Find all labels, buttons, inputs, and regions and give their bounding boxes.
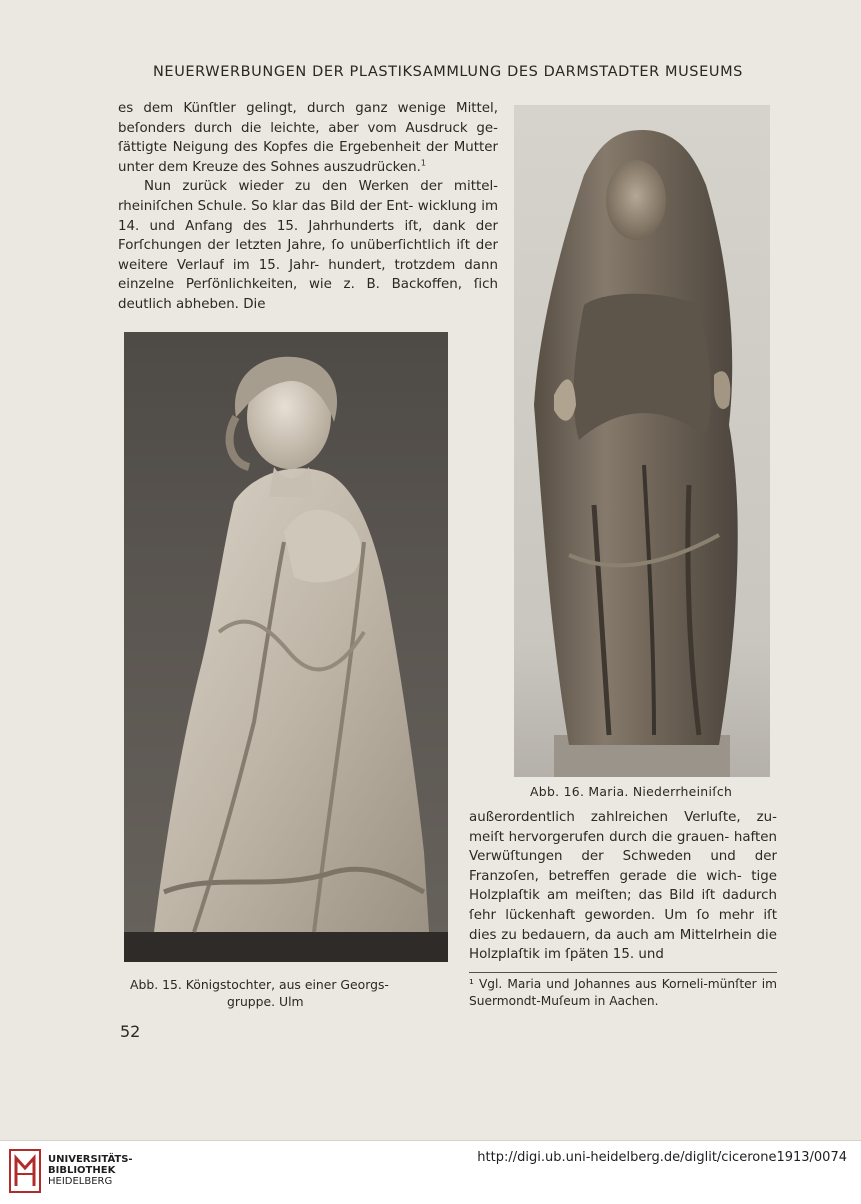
library-name-line: BIBLIOTHEK [48,1165,116,1176]
permalink-url[interactable]: http://digi.ub.uni-heidelberg.de/diglit/cicerone1913/0074 [477,1150,847,1165]
library-name[interactable] [48,1154,133,1187]
footnote: ¹ Vgl. Maria und Johannes aus Korneli-münſter im Suermondt-Muſeum in Aachen. [469,977,777,1008]
text-line: wie z. B. Backoffen, ſich deutlich abheben. Die [118,277,498,312]
caption-line: gruppe. Ulm [227,994,304,1009]
right-column-text [469,808,777,965]
text-line: rheiniſchen Schule. So klar das Bild der Ent- [118,198,414,214]
standing-mary-sculpture [514,105,770,777]
text-line: der Franzoſen, betreffen gerade die wich- [469,849,777,884]
text-line: Nun zurück wieder zu den Werken der mittel- [144,179,498,195]
text-line: tige Holzplaſtik am meiſten; das Bild iſt [469,868,777,904]
text-line: wicklung im 14. und Anfang des 15. Jahrhunderts [118,198,498,234]
text-line: Mittelrhein die Holzplaſtik im ſpäten 15. und [469,927,777,963]
text-line: es dem Künſtler gelingt, durch ganz wenige Mittel, [118,101,498,116]
library-name-line: HEIDELBERG [48,1176,113,1187]
text-line: hundert, trotzdem dann einzelne Perſönlichkeiten, [118,257,498,293]
left-column-text [118,99,498,315]
figure-15-photo [124,332,448,962]
figure-16-photo [514,105,770,777]
text-line: außerordentlich zahlreichen Verluſte, zu- [469,810,777,825]
paragraph-2 [118,177,498,314]
footnote-divider [469,972,777,973]
text-line: ſättigte Neigung des Kopfes die Ergebenheit der [118,140,449,156]
text-line: Mutter unter dem Kreuze des Sohnes auszudrücken. [118,140,498,175]
text-line: beſonders durch die leichte, aber vom Ausdruck ge- [118,120,498,136]
footnote-reference[interactable]: 1 [420,158,427,168]
paragraph-1 [118,99,498,177]
page-number: 52 [120,1022,141,1041]
text-line: dadurch ſehr lückenhaft geworden. Um ſo [469,888,777,923]
text-line: iſt, dank der Forſchungen der letzten Jahre, ſo [118,218,498,254]
text-line: meiſt hervorgerufen durch die grauen- [469,829,730,845]
text-line: haften Verwüſtungen der Schweden und [469,829,777,865]
text-line: unüberſichtlich iſt der weitere Verlauf im 15. Jahr- [118,238,498,273]
running-head: NEUERWERBUNGEN DER PLASTIKSAMMLUNG DES DARMSTADTER MUSEUMS [152,64,743,80]
kneeling-figure-sculpture [124,332,448,962]
library-logo-icon[interactable] [8,1148,42,1194]
caption-line: Abb. 15. Königstochter, aus einer Georgs- [130,977,389,992]
library-name-line: UNIVERSITÄTS- [48,1154,133,1165]
figure-15-caption [130,976,440,1010]
figure-16-caption: Abb. 16. Maria. Niederrheiniſch [530,784,733,799]
text-line: mehr iſt dies zu bedauern, da auch am [469,907,778,943]
